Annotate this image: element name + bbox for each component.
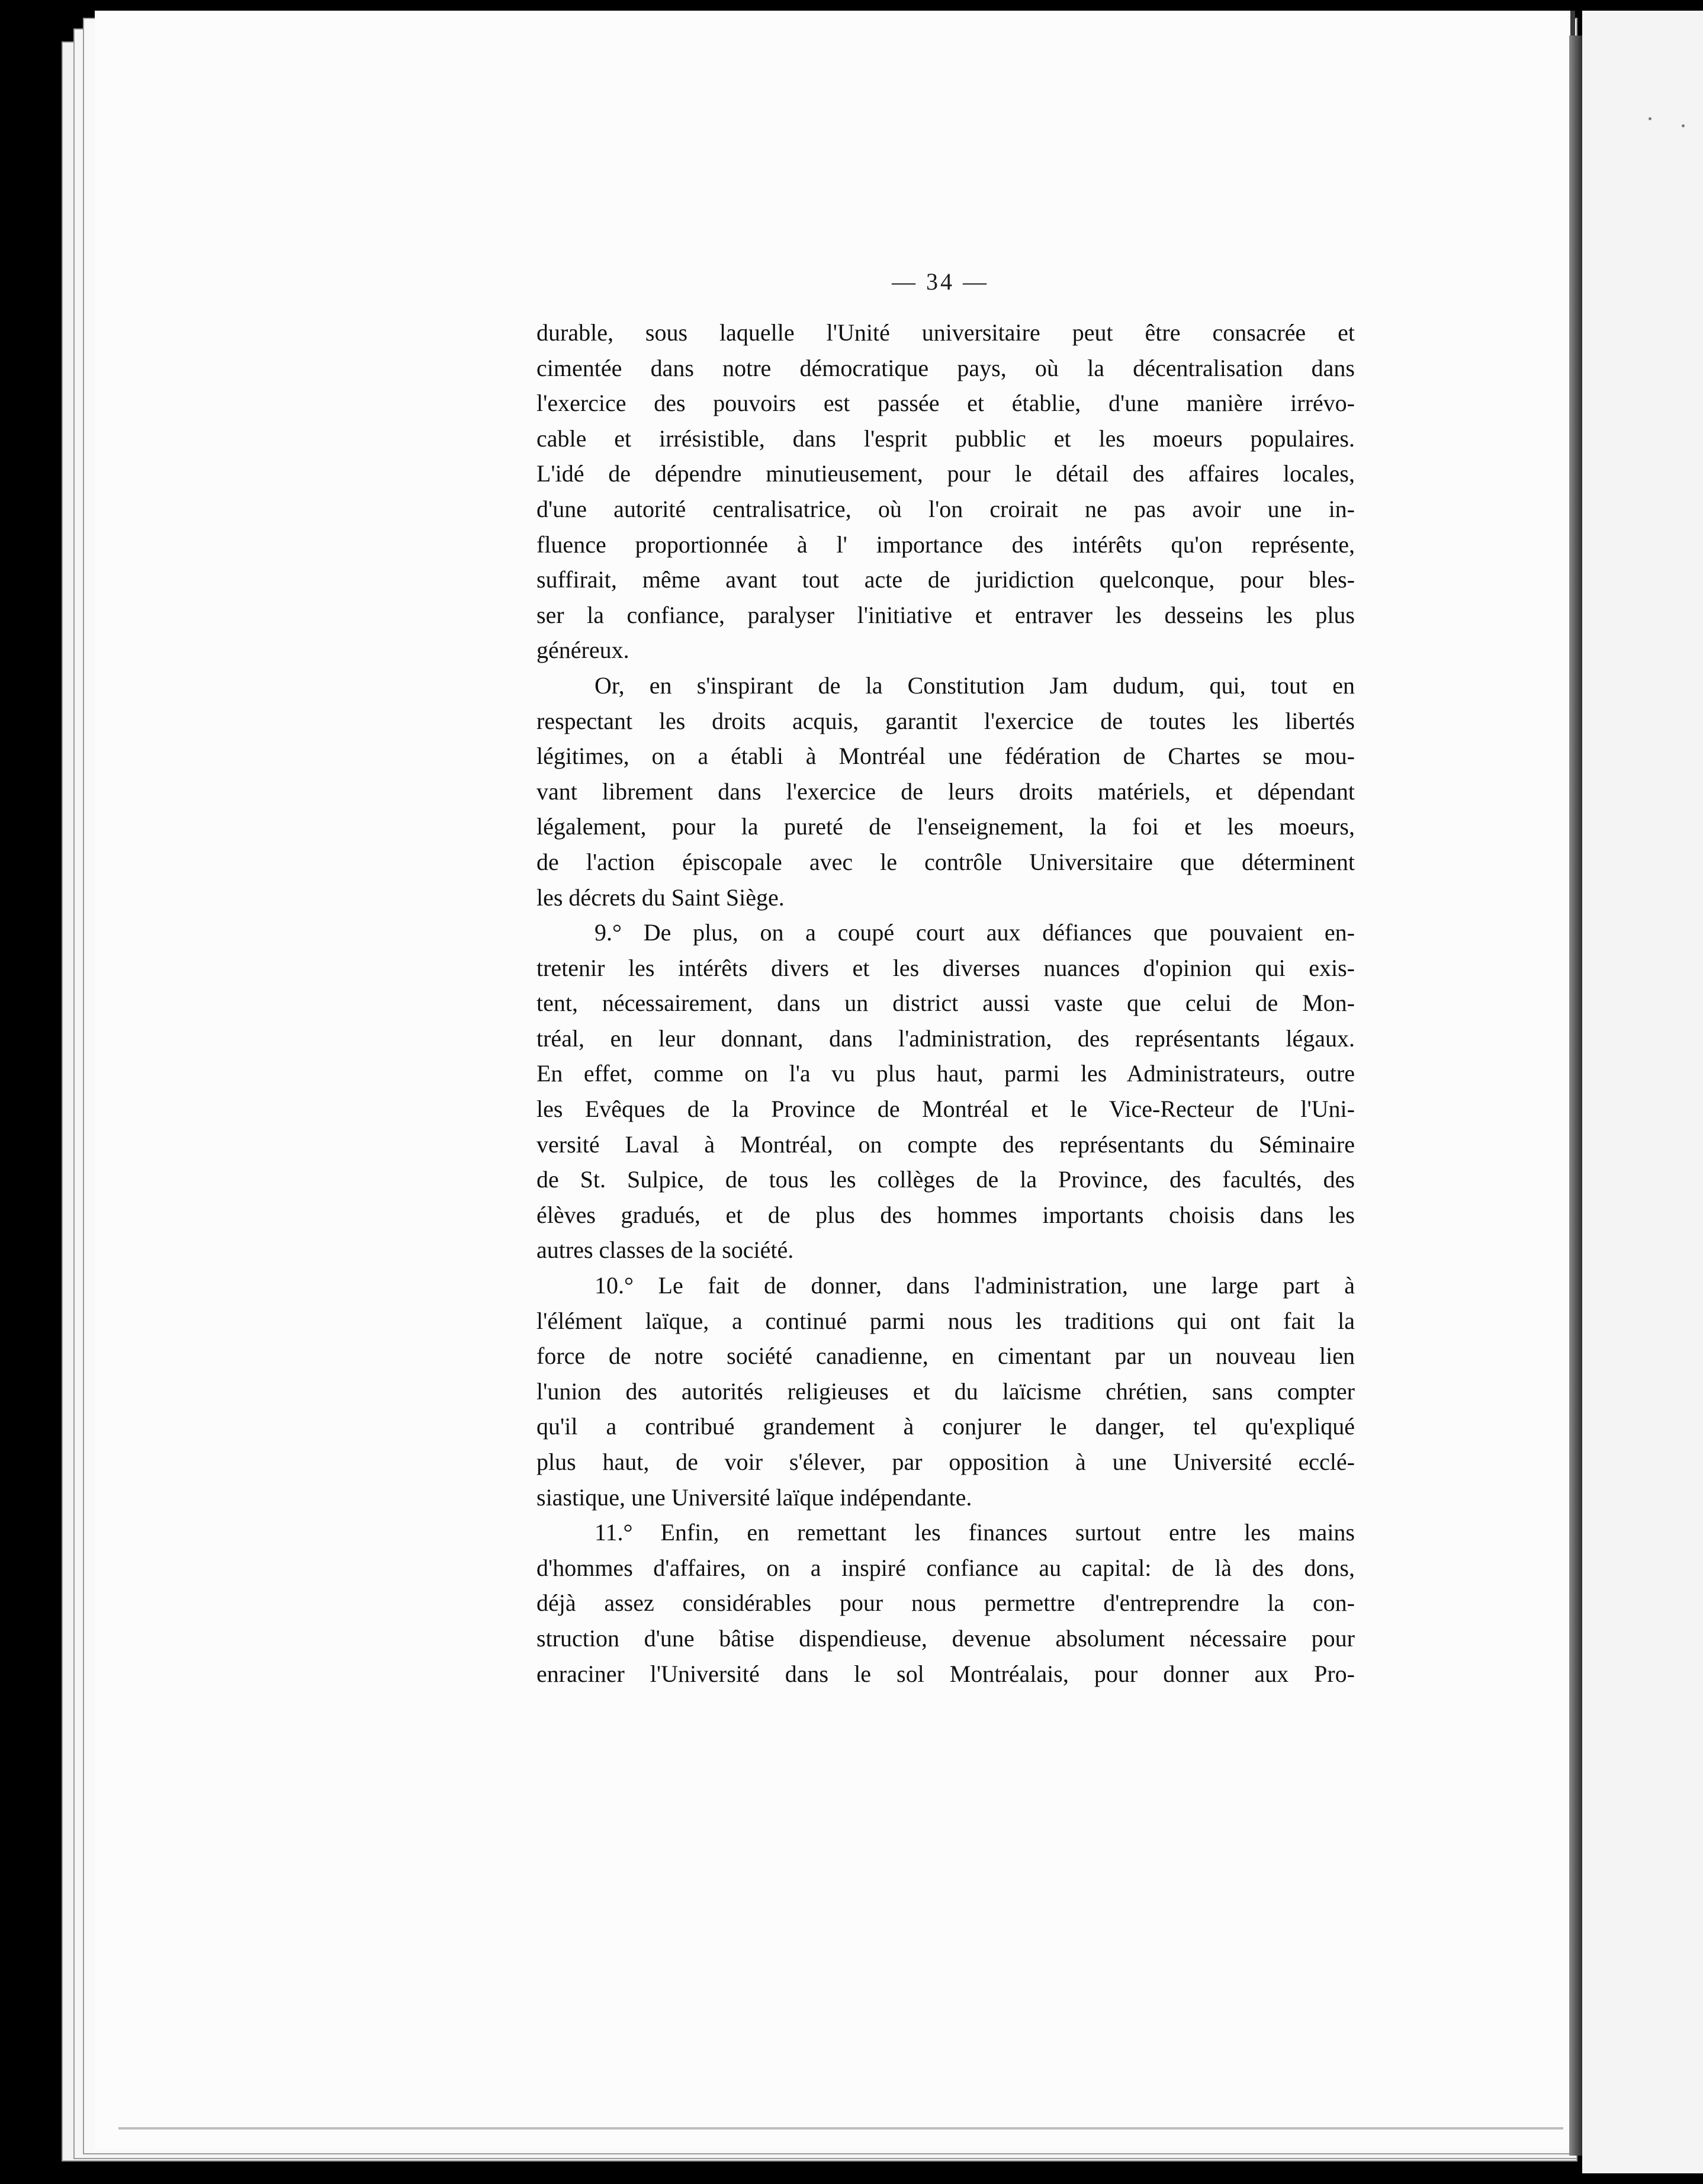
text-line: élèves gradués, et de plus des hommes importants choisis dans les	[536, 1201, 1355, 1228]
text-line: versité Laval à Montréal, on compte des représentants du Séminaire	[536, 1130, 1355, 1158]
text-line: déjà assez considérables pour nous permettre d'entreprendre la con-	[536, 1589, 1355, 1617]
text-line: L'idé de dépendre minutieusement, pour le détail des affaires locales,	[536, 460, 1355, 487]
text-line: plus haut, de voir s'élever, par opposition à une Université ecclé-	[536, 1448, 1355, 1475]
text-line: En effet, comme on l'a vu plus haut, parmi les Administrateurs, outre	[536, 1060, 1355, 1087]
speck	[1649, 117, 1651, 120]
text-line: l'élément laïque, a continué parmi nous les traditions qui ont fait la	[536, 1307, 1355, 1334]
text-line: respectant les droits acquis, garantit l'exercice de toutes les libertés	[536, 707, 1355, 734]
text-line: fluence proportionnée à l' importance des intérêts qu'on représente,	[536, 531, 1355, 558]
text-line: de St. Sulpice, de tous les collèges de la Province, des facultés, des	[536, 1166, 1355, 1193]
body-text	[536, 315, 1355, 1691]
text-line: 9.° De plus, on a coupé court aux défiances que pouvaient en-	[595, 919, 1355, 946]
text-line: d'hommes d'affaires, on a inspiré confiance au capital: de là des dons,	[536, 1554, 1355, 1581]
adjacent-page	[1582, 11, 1703, 2173]
text-line: 11.° Enfin, en remettant les finances surtout entre les mains	[595, 1519, 1355, 1546]
text-line: autres classes de la société.	[536, 1236, 794, 1264]
text-line: légalement, pour la pureté de l'enseignement, la foi et les moeurs,	[536, 813, 1355, 840]
text-line: d'une autorité centralisatrice, où l'on croirait ne pas avoir une in-	[536, 495, 1355, 522]
text-line: cimentée dans notre démocratique pays, où la décentralisation dans	[536, 354, 1355, 381]
text-line: légitimes, on a établi à Montréal une fédération de Chartes se mou-	[536, 743, 1355, 770]
page-number: — 34 —	[892, 268, 989, 295]
text-line: tretenir les intérêts divers et les diverses nuances d'opinion qui exis-	[536, 954, 1355, 981]
text-line: l'exercice des pouvoirs est passée et établie, d'une manière irrévo-	[536, 390, 1355, 417]
text-line: 10.° Le fait de donner, dans l'administration, une large part à	[595, 1272, 1355, 1299]
text-line: qu'il a contribué grandement à conjurer le danger, tel qu'expliqué	[536, 1413, 1355, 1440]
binding-shadow	[1569, 36, 1582, 2156]
text-line: tréal, en leur donnant, dans l'administration, des représentants légaux.	[536, 1024, 1355, 1052]
text-line: l'union des autorités religieuses et du laïcisme chrétien, sans compter	[536, 1377, 1355, 1405]
text-line: siastique, une Université laïque indépendante.	[536, 1483, 972, 1511]
text-line: suffirait, même avant tout acte de juridiction quelconque, pour bles-	[536, 566, 1355, 593]
text-line: de l'action épiscopale avec le contrôle Universitaire que déterminent	[536, 848, 1355, 875]
page-bottom-edge	[118, 2127, 1563, 2130]
text-line: cable et irrésistible, dans l'esprit pubblic et les moeurs populaires.	[536, 425, 1355, 452]
text-line: force de notre société canadienne, en cimentant par un nouveau lien	[536, 1342, 1355, 1370]
text-line: vant librement dans l'exercice de leurs droits matériels, et dépendant	[536, 778, 1355, 805]
text-line: durable, sous laquelle l'Unité universitaire peut être consacrée et	[536, 319, 1355, 346]
text-line: Or, en s'inspirant de la Constitution Jam dudum, qui, tout en	[595, 672, 1355, 699]
text-line: tent, nécessairement, dans un district aussi vaste que celui de Mon-	[536, 990, 1355, 1017]
speck	[1682, 124, 1685, 127]
text-line: les Evêques de la Province de Montréal et le Vice-Recteur de l'Uni-	[536, 1096, 1355, 1123]
text-line: généreux.	[536, 637, 629, 664]
text-line: ser la confiance, paralyser l'initiative et entraver les desseins les plus	[536, 601, 1355, 628]
text-line: struction d'une bâtise dispendieuse, devenue absolument nécessaire pour	[536, 1624, 1355, 1652]
text-line: les décrets du Saint Siège.	[536, 884, 785, 911]
text-line: enraciner l'Université dans le sol Montréalais, pour donner aux Pro-	[536, 1660, 1355, 1687]
